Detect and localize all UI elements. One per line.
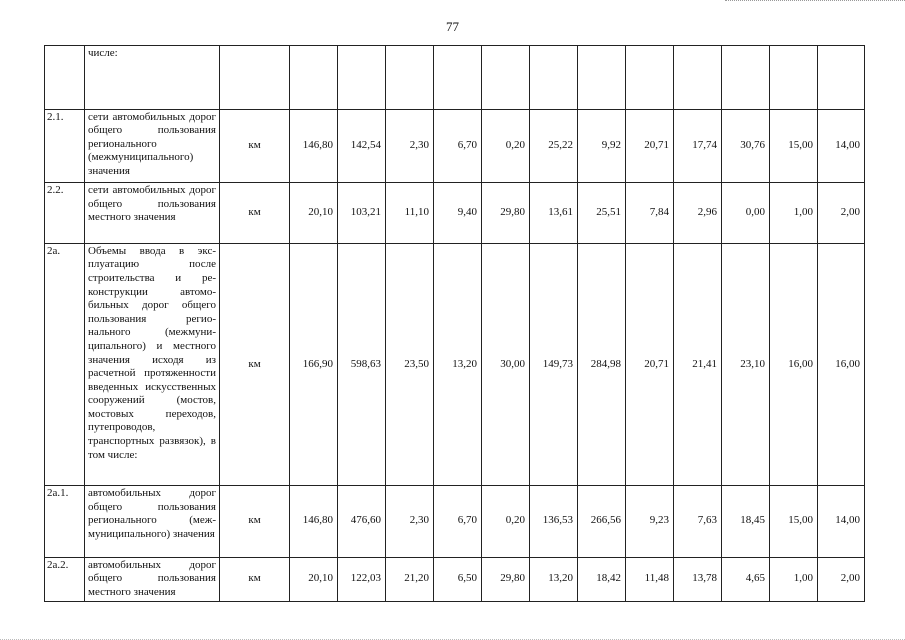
row-number-cell: 2а.: [45, 243, 85, 485]
row-number-cell: 2а.1.: [45, 485, 85, 557]
table-row: [45, 109, 865, 183]
row-value-cell: 17,74: [674, 109, 722, 183]
row-value-cell: 16,00: [770, 243, 818, 485]
row-value-cell: 2,30: [386, 485, 434, 557]
row-value-cell: 11,10: [386, 183, 434, 244]
row-value-cell: 0,20: [482, 485, 530, 557]
row-description-cell: сети автомобильных дорог общего пользования местного значения: [85, 183, 220, 244]
row-value-cell: 23,10: [722, 243, 770, 485]
row-value-cell: 23,50: [386, 243, 434, 485]
row-value-cell: 122,03: [338, 557, 386, 601]
row-value-cell: 29,80: [482, 557, 530, 601]
row-value-cell: [482, 46, 530, 110]
row-unit-cell: [220, 46, 290, 110]
row-value-cell: 136,53: [530, 485, 578, 557]
table-row: [45, 183, 865, 244]
row-value-cell: [434, 46, 482, 110]
row-unit-cell: км: [220, 243, 290, 485]
row-value-cell: 1,00: [770, 183, 818, 244]
row-value-cell: 1,00: [770, 557, 818, 601]
row-value-cell: 11,48: [626, 557, 674, 601]
row-value-cell: 25,22: [530, 109, 578, 183]
row-value-cell: [722, 46, 770, 110]
row-value-cell: 13,20: [530, 557, 578, 601]
row-value-cell: 18,42: [578, 557, 626, 601]
row-value-cell: 20,10: [290, 557, 338, 601]
row-value-cell: 476,60: [338, 485, 386, 557]
row-value-cell: 20,10: [290, 183, 338, 244]
row-value-cell: 4,65: [722, 557, 770, 601]
row-value-cell: 30,00: [482, 243, 530, 485]
row-value-cell: 30,76: [722, 109, 770, 183]
row-value-cell: 6,70: [434, 109, 482, 183]
row-value-cell: 18,45: [722, 485, 770, 557]
row-number-cell: 2.1.: [45, 109, 85, 183]
row-value-cell: 13,61: [530, 183, 578, 244]
row-description-cell: автомобильных дорог общего пользования местного значения: [85, 557, 220, 601]
page-number: 77: [446, 19, 459, 34]
row-value-cell: [818, 46, 865, 110]
row-value-cell: 0,00: [722, 183, 770, 244]
row-value-cell: [290, 46, 338, 110]
row-unit-cell: км: [220, 183, 290, 244]
row-value-cell: 14,00: [818, 485, 865, 557]
row-value-cell: 9,40: [434, 183, 482, 244]
row-value-cell: 13,78: [674, 557, 722, 601]
row-value-cell: 21,20: [386, 557, 434, 601]
data-table: [44, 45, 865, 602]
row-value-cell: 20,71: [626, 109, 674, 183]
row-value-cell: [530, 46, 578, 110]
row-description-cell: Объемы ввода в эксплуатацию после строительства и реконструкции автомобильных дорог общего пользования регионального (межмуниципального) и местного значения исходя из расчетной протяженности введенных искусственных сооружений (мостов, мостовых переходов, путепроводов, транспортных развязок), в том числе:: [85, 243, 220, 485]
row-description-cell: числе:: [85, 46, 220, 110]
row-value-cell: 2,00: [818, 557, 865, 601]
row-value-cell: [770, 46, 818, 110]
table-row: [45, 243, 865, 485]
row-value-cell: 7,84: [626, 183, 674, 244]
row-value-cell: 142,54: [338, 109, 386, 183]
row-value-cell: 2,00: [818, 183, 865, 244]
row-value-cell: 6,50: [434, 557, 482, 601]
row-description-cell: автомобильных дорог общего пользования регионального (межмуниципального) значения: [85, 485, 220, 557]
row-description-cell: сети автомобильных дорог общего пользования регионального (межмуниципального) значения: [85, 109, 220, 183]
row-value-cell: 9,23: [626, 485, 674, 557]
row-number-cell: 2.2.: [45, 183, 85, 244]
row-value-cell: 21,41: [674, 243, 722, 485]
row-value-cell: [578, 46, 626, 110]
row-unit-cell: км: [220, 109, 290, 183]
row-value-cell: 9,92: [578, 109, 626, 183]
row-number-cell: 2а.2.: [45, 557, 85, 601]
row-value-cell: 25,51: [578, 183, 626, 244]
row-value-cell: 14,00: [818, 109, 865, 183]
row-value-cell: 0,20: [482, 109, 530, 183]
row-value-cell: 149,73: [530, 243, 578, 485]
row-value-cell: 15,00: [770, 485, 818, 557]
row-value-cell: 2,96: [674, 183, 722, 244]
row-value-cell: 598,63: [338, 243, 386, 485]
row-value-cell: 29,80: [482, 183, 530, 244]
row-value-cell: 166,90: [290, 243, 338, 485]
row-unit-cell: км: [220, 557, 290, 601]
table-row: [45, 46, 865, 110]
row-value-cell: 146,80: [290, 485, 338, 557]
row-value-cell: 16,00: [818, 243, 865, 485]
row-value-cell: 7,63: [674, 485, 722, 557]
row-value-cell: [674, 46, 722, 110]
row-value-cell: 266,56: [578, 485, 626, 557]
row-value-cell: 6,70: [434, 485, 482, 557]
row-number-cell: [45, 46, 85, 110]
table-row: [45, 485, 865, 557]
row-value-cell: 2,30: [386, 109, 434, 183]
row-value-cell: 20,71: [626, 243, 674, 485]
row-value-cell: 103,21: [338, 183, 386, 244]
row-unit-cell: км: [220, 485, 290, 557]
row-value-cell: 146,80: [290, 109, 338, 183]
row-value-cell: [386, 46, 434, 110]
row-value-cell: 284,98: [578, 243, 626, 485]
row-value-cell: [338, 46, 386, 110]
table-row: [45, 557, 865, 601]
scan-edge-top: [725, 0, 905, 3]
row-value-cell: 15,00: [770, 109, 818, 183]
row-value-cell: [626, 46, 674, 110]
row-value-cell: 13,20: [434, 243, 482, 485]
